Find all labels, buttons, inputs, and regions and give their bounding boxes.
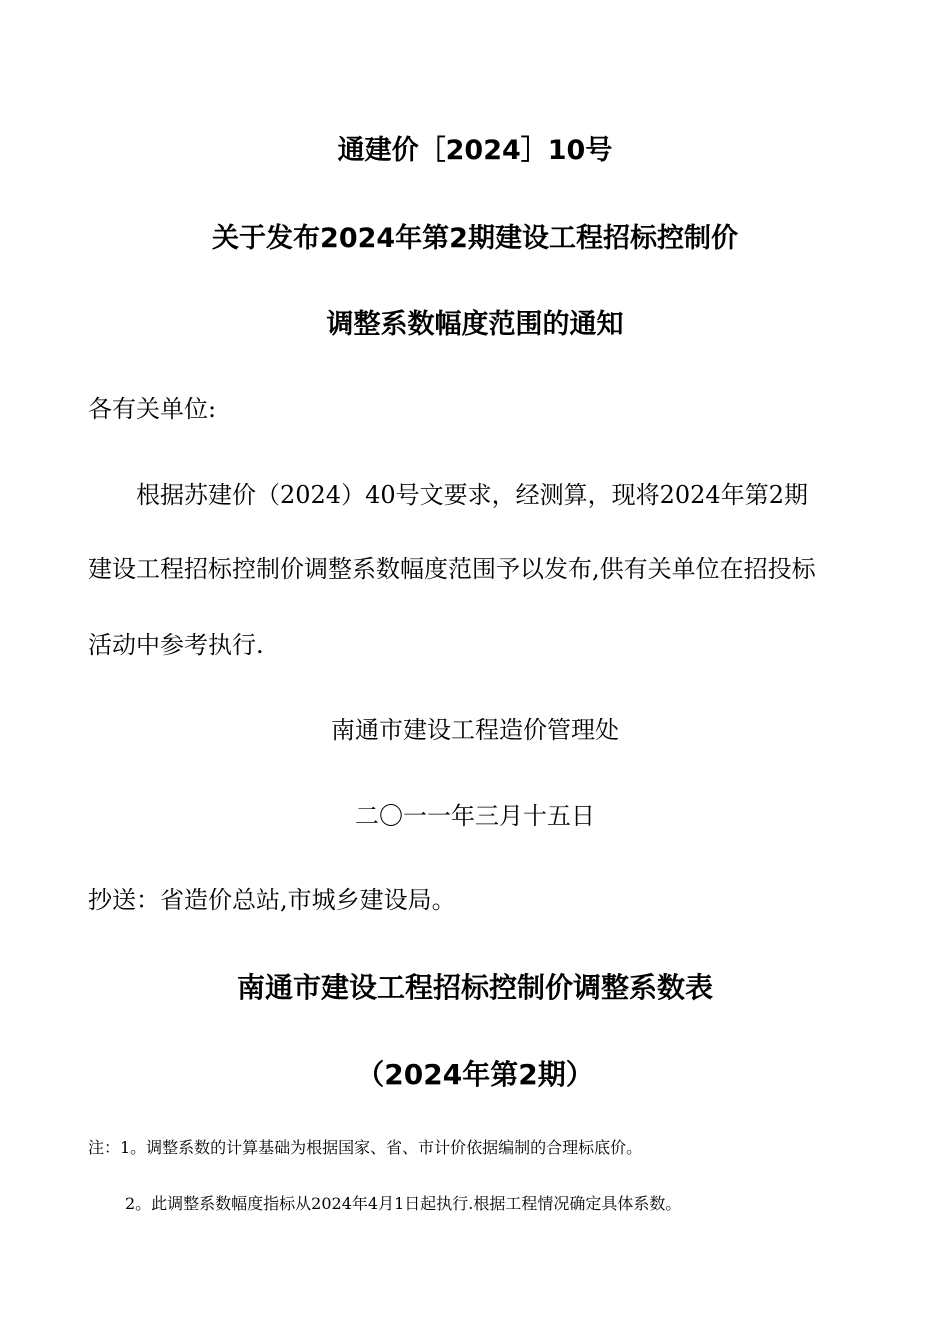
note-item-2: 2。此调整系数幅度指标从2024年4月1日起执行.根据工程情况确定具体系数。 — [125, 1194, 682, 1213]
note-item-1: 注：1。调整系数的计算基础为根据国家、省、市计价依据编制的合理标底价。 — [88, 1138, 643, 1157]
salutation: 各有关单位: — [88, 395, 217, 423]
table-title: 南通市建设工程招标控制价调整系数表 — [236, 971, 713, 1004]
document-number: 通建价［2024］10号 — [337, 135, 613, 166]
cc-recipients: 抄送：省造价总站,市城乡建设局。 — [88, 886, 456, 914]
body-paragraph-line-3: 活动中参考执行. — [88, 631, 264, 659]
body-paragraph-line-1: 根据苏建价（2024）40号文要求，经测算，现将2024年第2期 — [136, 481, 808, 509]
table-subtitle: （2024年第2期） — [356, 1058, 594, 1091]
notice-title-line-1: 关于发布2024年第2期建设工程招标控制价 — [212, 223, 738, 254]
body-paragraph-line-2: 建设工程招标控制价调整系数幅度范围予以发布,供有关单位在招投标 — [88, 555, 816, 583]
notice-title-line-2: 调整系数幅度范围的通知 — [326, 309, 624, 340]
issuer-name: 南通市建设工程造价管理处 — [331, 716, 619, 744]
issue-date: 二〇一一年三月十五日 — [355, 802, 595, 830]
